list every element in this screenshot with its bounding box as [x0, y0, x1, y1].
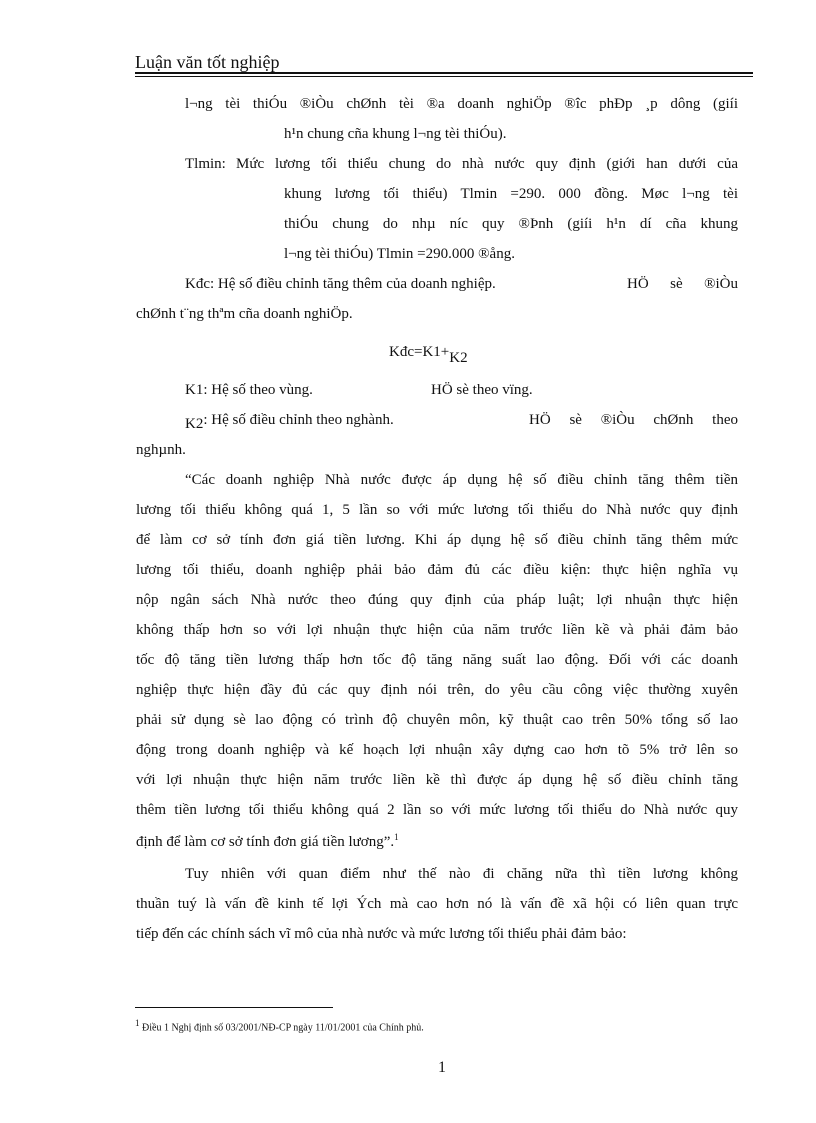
formula-main: Kđc=K1+: [389, 344, 450, 360]
footnote-rule: [135, 1007, 333, 1008]
def-line: khung lương tối thiểu) Tlmin =290. 000 đồng. Møc l¬ng tèi: [284, 186, 738, 202]
k2-label: K2: [185, 416, 204, 432]
footnote-text: Điều 1 Nghị định số 03/2001/NĐ-CP ngày 11/01/2001 của Chính phủ.: [139, 1022, 424, 1034]
footnote-mark: 1: [135, 1018, 140, 1028]
k1-definition-legacy: HÖ sè theo vïng.: [431, 382, 533, 398]
def-line: thiÓu chung do nhµ níc quy ®Þnh (giíi h¹n dí cña khung: [284, 216, 738, 232]
quote-line: không thấp hơn so với lợi nhuận thực hiện của năm trước liền kề và phải đảm bảo: [136, 622, 738, 638]
paragraph-line: Tuy nhiên với quan điểm như thế nào đi chăng nữa thì tiền lương không: [185, 866, 738, 882]
quote-line: để làm cơ sở tính đơn giá tiền lương. Khi áp dụng hệ số điều chỉnh tăng thêm mức: [136, 532, 738, 548]
paragraph-line: thuần tuý là vấn đề kinh tế lợi Ých mà cao hơn nó là vấn đề xã hội có liên quan trực: [136, 896, 738, 912]
k2-definition-cont: nghµnh.: [136, 442, 186, 458]
quote-line: thêm tiền lương tối thiểu không quá 2 lần so với mức lương tối thiểu do Nhà nước quy: [136, 802, 738, 818]
quote-line: lương tối thiểu không quá 1, 5 lần so với mức lương tối thiểu do Nhà nước quy định: [136, 502, 738, 518]
kdc-definition-cont: chØnh t¨ng thªm cña doanh nghiÖp.: [136, 306, 353, 322]
k2-definition: [185, 412, 394, 432]
kdc-definition: Kđc: Hệ số điều chỉnh tăng thêm của doanh nghiệp.: [185, 276, 496, 292]
formula-sub: K2: [449, 350, 468, 366]
def-line: Mức lương tối thiểu chung do nhà nước quy định (giới han dưới của: [236, 156, 738, 172]
header-rule-thick: [135, 72, 753, 74]
quote-line: tốc độ tăng tiền lương thấp hơn tốc độ tăng năng suất lao động. Đối với các doanh: [136, 652, 738, 668]
k1-definition: K1: Hệ số theo vùng.: [185, 382, 313, 398]
tlmin-label: Tlmin:: [185, 156, 226, 172]
quote-line: nộp ngân sách Nhà nước theo đúng quy định của pháp luật; lợi nhuận thực hiện: [136, 592, 738, 608]
footnote-ref: 1: [394, 832, 399, 842]
quote-line: động trong doanh nghiệp và kế hoạch lợi nhuận xây dựng cao hơn tõ 5% trở lên so: [136, 742, 738, 758]
quote-line: lương tối thiểu, doanh nghiệp phải bảo đảm đủ các điều kiện: thực hiện nghĩa vụ: [136, 562, 738, 578]
quote-last-text: định để làm cơ sở tính đơn giá tiền lương”.: [136, 834, 395, 850]
formula: [389, 344, 468, 366]
kdc-definition-legacy: HÖ sè ®iÒu: [627, 276, 738, 292]
page-header-title: Luận văn tốt nghiệp: [135, 52, 280, 72]
footnote: [135, 1018, 424, 1033]
quote-line: nghiệp thực hiện đầy đủ các quy định nói trên, do yêu cầu công việc thường xuyên: [136, 682, 738, 698]
def-line: l¬ng tèi thiÓu) Tlmin =290.000 ®ång.: [284, 246, 515, 262]
quote-line: với lợi nhuận thực hiện năm trước liền kề thì được áp dụng hệ số điều chỉnh tăng: [136, 772, 738, 788]
quote-line: phải sử dụng sè lao động có trình độ chuyên môn, kỹ thuật cao trên 50% tổng số lao: [136, 712, 738, 728]
def-line: l¬ng tèi thiÓu ®iÒu chØnh tèi ®a doanh nghiÖp ®îc phÐp ¸p dông (giíi: [185, 96, 738, 112]
quote-line: “Các doanh nghiệp Nhà nước được áp dụng hệ số điều chỉnh tăng thêm tiền: [185, 472, 738, 488]
quote-line-last: [136, 832, 399, 851]
page-number: 1: [438, 1059, 446, 1076]
k2-definition-legacy: HÖ sè ®iÒu chØnh theo: [529, 412, 738, 428]
def-line: h¹n chung cña khung l¬ng tèi thiÓu).: [284, 126, 507, 142]
k2-text: : Hệ số điều chỉnh theo nghành.: [203, 412, 394, 428]
header-rule-thin: [135, 76, 753, 77]
paragraph-line-last: tiếp đến các chính sách vĩ mô của nhà nước và mức lương tối thiểu phải đảm bảo:: [136, 926, 627, 942]
